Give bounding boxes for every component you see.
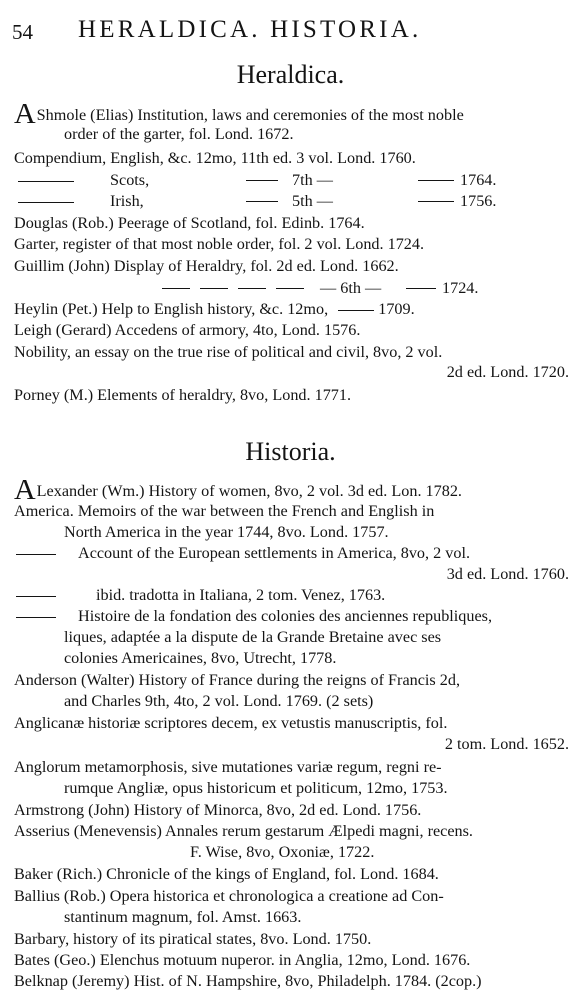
entry-line: ALexander (Wm.) History of women, 8vo, 2 vol. 3d ed. Lon. 1782.	[14, 480, 569, 500]
ditto-dash	[16, 554, 56, 555]
entry-line: Ballius (Rob.) Opera historica et chronologica a creatione ad Con-	[14, 887, 444, 905]
entry-line: liques, adaptée a la dispute de la Grande Bretaine avec ses	[64, 628, 442, 646]
ditto-dash	[276, 288, 304, 289]
entry-line: Porney (M.) Elements of heraldry, 8vo, Lond. 1771.	[14, 386, 352, 404]
entry-line: Compendium, English, &c. 12mo, 11th ed. 3 vol. Lond. 1760.	[14, 149, 416, 167]
entry-line: AShmole (Elias) Institution, laws and ceremonies of the most noble	[14, 104, 569, 124]
ditto-dash	[16, 596, 56, 597]
entry-line: Irish, 5th — 1756.	[14, 191, 569, 211]
ditto-dash	[16, 617, 56, 618]
ditto-dash	[406, 288, 436, 289]
entry-line: ibid. tradotta in Italiana, 2 tom. Venez, 1763.	[14, 585, 569, 605]
entry-line: — 6th — 1724.	[14, 278, 569, 298]
ditto-dash	[418, 180, 454, 181]
entry-line: Histoire de la fondation des colonies des anciennes republiques,	[14, 606, 569, 626]
entry-line: Guillim (John) Display of Heraldry, fol. 2d ed. Lond. 1662.	[14, 257, 399, 275]
entry-line: Anglorum metamorphosis, sive mutationes variæ regum, regni re-	[14, 758, 442, 776]
ditto-dash	[246, 201, 278, 202]
entry-line: 2 tom. Lond. 1652.	[444, 735, 569, 753]
ditto-dash	[418, 201, 454, 202]
running-title: HERALDICA. HISTORIA.	[78, 16, 422, 43]
section-title-historia: Historia.	[245, 437, 336, 466]
page-number: 54	[12, 20, 33, 44]
ditto-dash	[18, 181, 74, 182]
ditto-dash	[200, 288, 228, 289]
entry-line: Barbary, history of its piratical states, 8vo. Lond. 1750.	[14, 930, 372, 948]
entry-line: Account of the European settlements in America, 8vo, 2 vol.	[14, 543, 569, 563]
ditto-dash	[238, 288, 266, 289]
entry-line: America. Memoirs of the war between the French and English in	[14, 502, 435, 520]
entry-line: colonies Americaines, 8vo, Utrecht, 1778.	[64, 649, 337, 667]
ditto-dash	[246, 180, 278, 181]
section-title-heraldica: Heraldica.	[236, 60, 345, 89]
entry-line: and Charles 9th, 4to, 2 vol. Lond. 1769. (2 sets)	[64, 692, 374, 710]
ditto-dash	[162, 288, 190, 289]
entry-line: Baker (Rich.) Chronicle of the kings of England, fol. Lond. 1684.	[14, 865, 439, 883]
entry-line: Nobility, an essay on the true rise of political and civil, 8vo, 2 vol.	[14, 343, 443, 361]
entry-line: Douglas (Rob.) Peerage of Scotland, fol. Edinb. 1764.	[14, 214, 365, 232]
entry-line: Bates (Geo.) Elenchus motuum nuperor. in Anglia, 12mo, Lond. 1676.	[14, 951, 471, 969]
entry-line: F. Wise, 8vo, Oxoniæ, 1722.	[190, 843, 375, 861]
running-head	[12, 14, 571, 44]
entry-line: rumque Angliæ, opus historicum et politicum, 12mo, 1753.	[64, 779, 448, 797]
entry-line: North America in the year 1744, 8vo. Lond. 1757.	[64, 523, 389, 541]
entry-line: Scots, 7th — 1764.	[14, 170, 569, 190]
entry-line: Armstrong (John) History of Minorca, 8vo, 2d ed. Lond. 1756.	[14, 801, 422, 819]
entry-line: Garter, register of that most noble order, fol. 2 vol. Lond. 1724.	[14, 235, 425, 253]
ditto-dash	[338, 310, 374, 311]
entry-line: Heylin (Pet.) Help to English history, &c. 12mo, 1709.	[14, 300, 415, 318]
drop-capital: A	[14, 104, 36, 124]
entry-line: 3d ed. Lond. 1760.	[446, 565, 569, 583]
entry-line: Anderson (Walter) History of France during the reigns of Francis 2d,	[14, 671, 460, 689]
entry-line: Leigh (Gerard) Accedens of armory, 4to, Lond. 1576.	[14, 321, 361, 339]
entry-line: stantinum magnum, fol. Amst. 1663.	[64, 908, 302, 926]
ditto-dash	[18, 202, 74, 203]
entry-line: order of the garter, fol. Lond. 1672.	[64, 125, 294, 143]
drop-capital: A	[14, 480, 36, 500]
entry-line: 2d ed. Lond. 1720.	[446, 363, 569, 381]
entry-line: Anglicanæ historiæ scriptores decem, ex vetustis manuscriptis, fol.	[14, 714, 448, 732]
entry-line: Belknap (Jeremy) Hist. of N. Hampshire, 8vo, Philadelph. 1784. (2cop.)	[14, 972, 482, 990]
entry-line: Asserius (Menevensis) Annales rerum gestarum Ælpedi magni, recens.	[14, 822, 473, 840]
